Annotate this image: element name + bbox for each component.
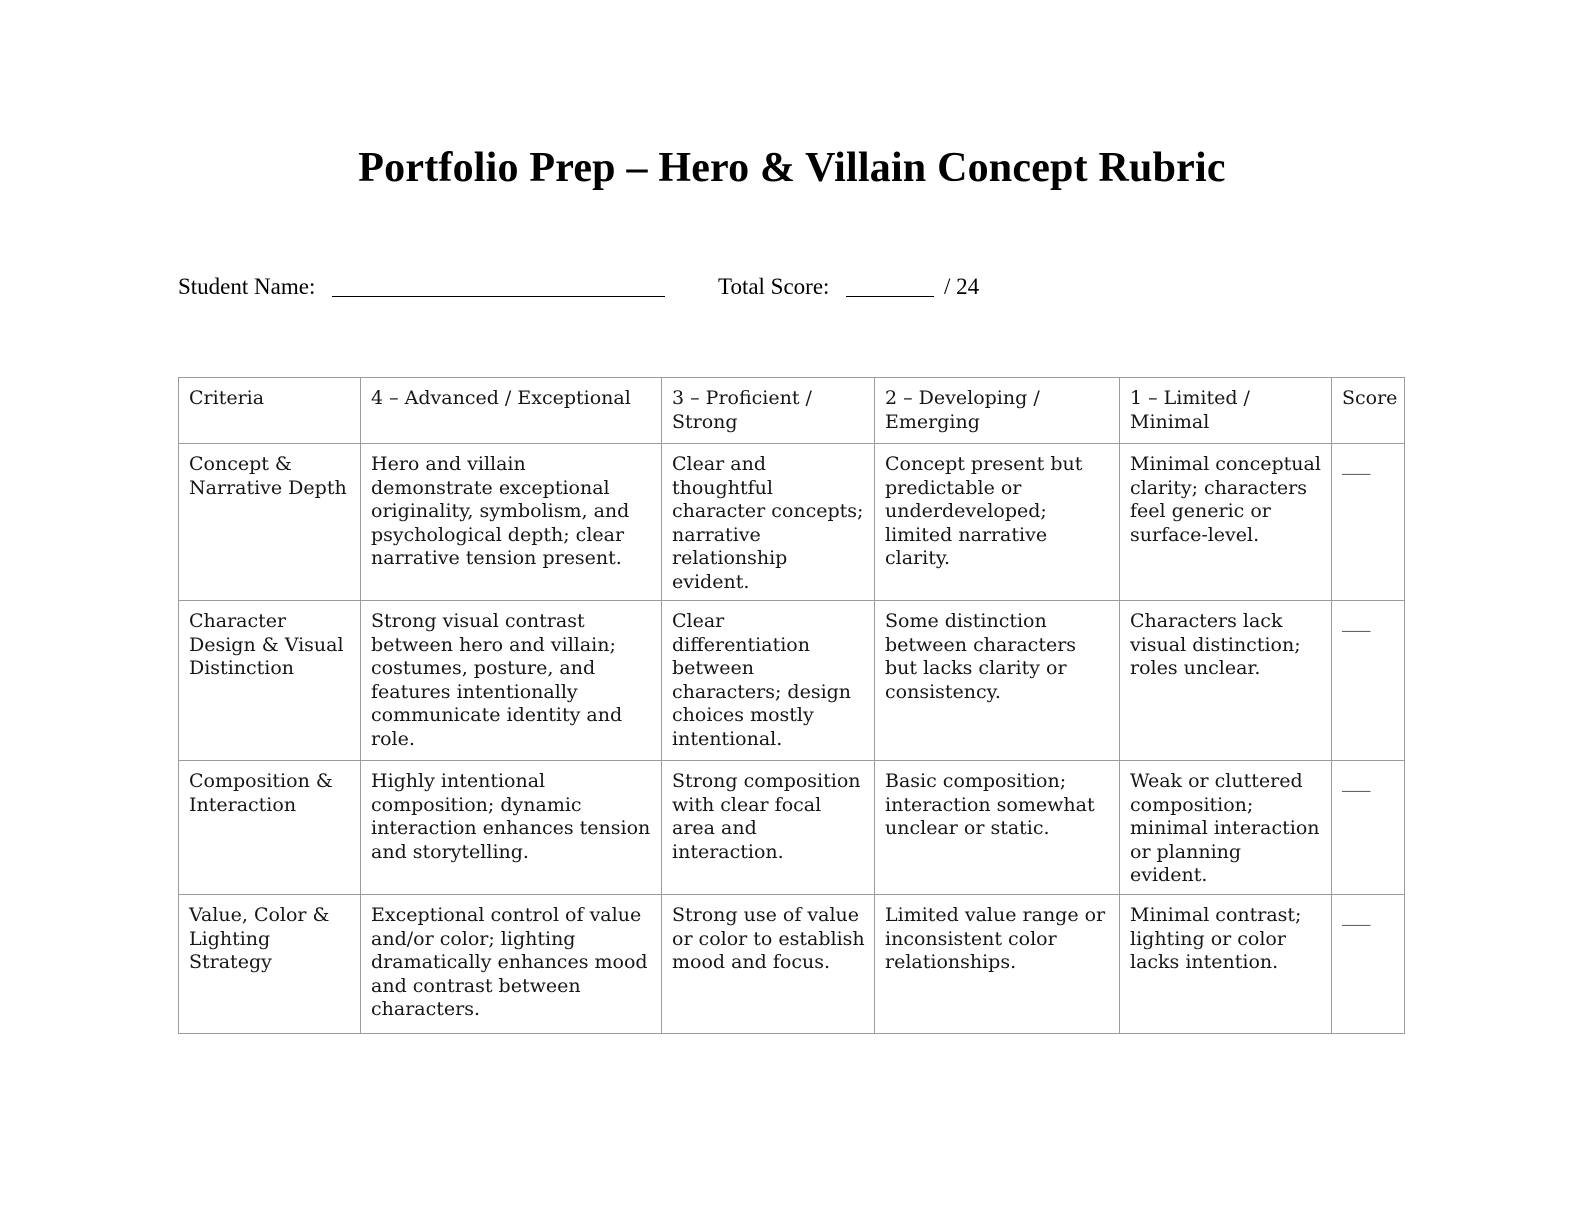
criteria-cell: Character Design & Visual Distinction — [179, 601, 361, 761]
student-name-label: Student Name: — [178, 274, 316, 299]
criteria-cell: Concept & Narrative Depth — [179, 444, 361, 601]
criteria-cell: Value, Color & Lighting Strategy — [179, 895, 361, 1034]
column-header-score: Score — [1332, 378, 1405, 444]
limited-cell: Characters lack visual distinction; roles unclear. — [1120, 601, 1332, 761]
proficient-cell: Strong use of value or color to establish mood and focus. — [662, 895, 875, 1034]
advanced-cell: Exceptional control of value and/or color; lighting dramatically enhances mood and contrast between characters. — [361, 895, 662, 1034]
proficient-cell: Clear differentiation between characters; design choices mostly intentional. — [662, 601, 875, 761]
table-row — [179, 444, 1405, 601]
developing-cell: Basic composition; interaction somewhat unclear or static. — [875, 761, 1120, 895]
student-name-blank-line — [332, 296, 665, 297]
score-blank-cell: ___ — [1332, 444, 1405, 601]
score-blank-cell: ___ — [1332, 761, 1405, 895]
advanced-cell: Hero and villain demonstrate exceptional originality, symbolism, and psychological depth; clear narrative tension present. — [361, 444, 662, 601]
developing-cell: Concept present but predictable or underdeveloped; limited narrative clarity. — [875, 444, 1120, 601]
table-row — [179, 895, 1405, 1034]
column-header-limited: 1 – Limited / Minimal — [1120, 378, 1332, 444]
column-header-developing: 2 – Developing / Emerging — [875, 378, 1120, 444]
developing-cell: Some distinction between characters but lacks clarity or consistency. — [875, 601, 1120, 761]
advanced-cell: Highly intentional composition; dynamic interaction enhances tension and storytelling. — [361, 761, 662, 895]
proficient-cell: Strong composition with clear focal area and interaction. — [662, 761, 875, 895]
info-row — [0, 274, 1584, 308]
limited-cell: Minimal contrast; lighting or color lacks intention. — [1120, 895, 1332, 1034]
score-blank-cell: ___ — [1332, 601, 1405, 761]
column-header-advanced: 4 – Advanced / Exceptional — [361, 378, 662, 444]
document-title: Portfolio Prep – Hero & Villain Concept Rubric — [358, 145, 1226, 191]
column-header-criteria: Criteria — [179, 378, 361, 444]
advanced-cell: Strong visual contrast between hero and villain; costumes, posture, and features intentionally communicate identity and role. — [361, 601, 662, 761]
table-row — [179, 601, 1405, 761]
total-score-blank-line — [846, 296, 934, 297]
total-score-label: Total Score: — [718, 274, 830, 299]
limited-cell: Minimal conceptual clarity; characters feel generic or surface-level. — [1120, 444, 1332, 601]
column-header-proficient: 3 – Proficient / Strong — [662, 378, 875, 444]
rubric-table — [178, 377, 1405, 1034]
developing-cell: Limited value range or inconsistent color relationships. — [875, 895, 1120, 1034]
limited-cell: Weak or cluttered composition; minimal interaction or planning evident. — [1120, 761, 1332, 895]
total-score-denominator: / 24 — [944, 274, 980, 299]
score-blank-cell: ___ — [1332, 895, 1405, 1034]
proficient-cell: Clear and thoughtful character concepts; narrative relationship evident. — [662, 444, 875, 601]
header-row — [179, 378, 1405, 444]
criteria-cell: Composition & Interaction — [179, 761, 361, 895]
table-row — [179, 761, 1405, 895]
